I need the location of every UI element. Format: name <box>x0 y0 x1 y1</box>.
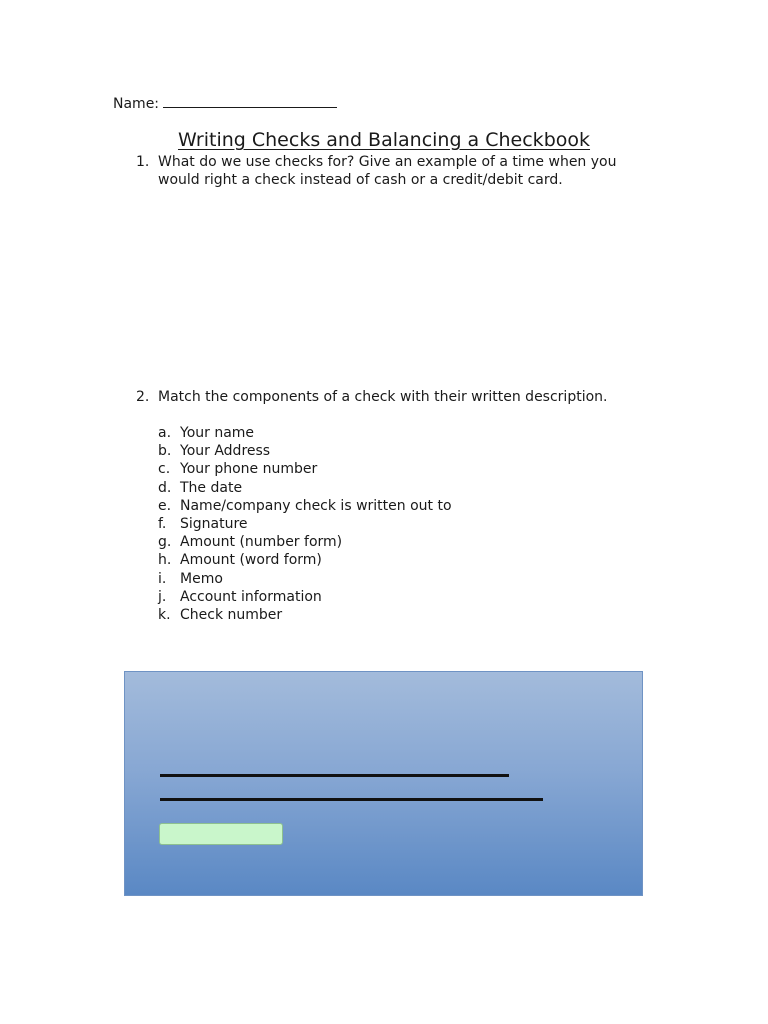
option-text: Memo <box>180 570 223 587</box>
list-item <box>158 479 452 497</box>
name-blank-line[interactable] <box>163 93 337 108</box>
question-1-line-1: What do we use checks for? Give an example of a time when you <box>158 154 617 170</box>
list-item <box>158 551 452 569</box>
option-letter: g. <box>158 534 172 551</box>
option-letter: j. <box>158 588 167 605</box>
check-diagram <box>124 671 643 896</box>
page-title: Writing Checks and Balancing a Checkbook <box>177 129 591 151</box>
name-field <box>113 93 337 113</box>
option-letter: k. <box>158 607 171 624</box>
question-1-line-2: would right a check instead of cash or a credit/debit card. <box>158 172 563 188</box>
option-letter: a. <box>158 425 172 441</box>
option-text: Your Address <box>180 443 271 460</box>
list-item <box>158 533 452 551</box>
option-text: Check number <box>180 607 283 624</box>
question-number: 1. <box>136 154 150 170</box>
list-item <box>158 442 452 460</box>
list-item <box>158 424 452 442</box>
name-label: Name: <box>113 96 160 112</box>
option-text: Name/company check is written out to <box>180 497 452 514</box>
list-item <box>158 588 452 606</box>
option-text: Your phone number <box>180 461 318 478</box>
list-item <box>158 515 452 533</box>
list-item <box>158 460 452 478</box>
question-number: 2. <box>136 389 150 405</box>
option-letter: i. <box>158 570 167 587</box>
option-letter: e. <box>158 497 172 514</box>
option-text: Your name <box>180 425 255 441</box>
option-text: The date <box>180 479 243 496</box>
option-letter: d. <box>158 479 172 496</box>
list-item <box>158 606 452 624</box>
option-letter: h. <box>158 552 172 569</box>
question-2-line-1: Match the components of a check with their written description. <box>158 389 608 405</box>
option-text: Amount (word form) <box>180 552 322 569</box>
option-letter: f. <box>158 516 167 533</box>
option-text: Signature <box>180 516 248 533</box>
list-item <box>158 497 452 515</box>
list-item <box>158 570 452 588</box>
question-1 <box>136 153 616 189</box>
check-amount-words-line <box>160 798 543 801</box>
question-2 <box>136 388 607 406</box>
option-letter: c. <box>158 461 171 478</box>
check-amount-box <box>159 823 283 845</box>
component-list <box>158 424 452 624</box>
option-letter: b. <box>158 443 172 460</box>
option-text: Account information <box>180 588 322 605</box>
option-text: Amount (number form) <box>180 534 343 551</box>
check-payee-line <box>160 774 509 777</box>
